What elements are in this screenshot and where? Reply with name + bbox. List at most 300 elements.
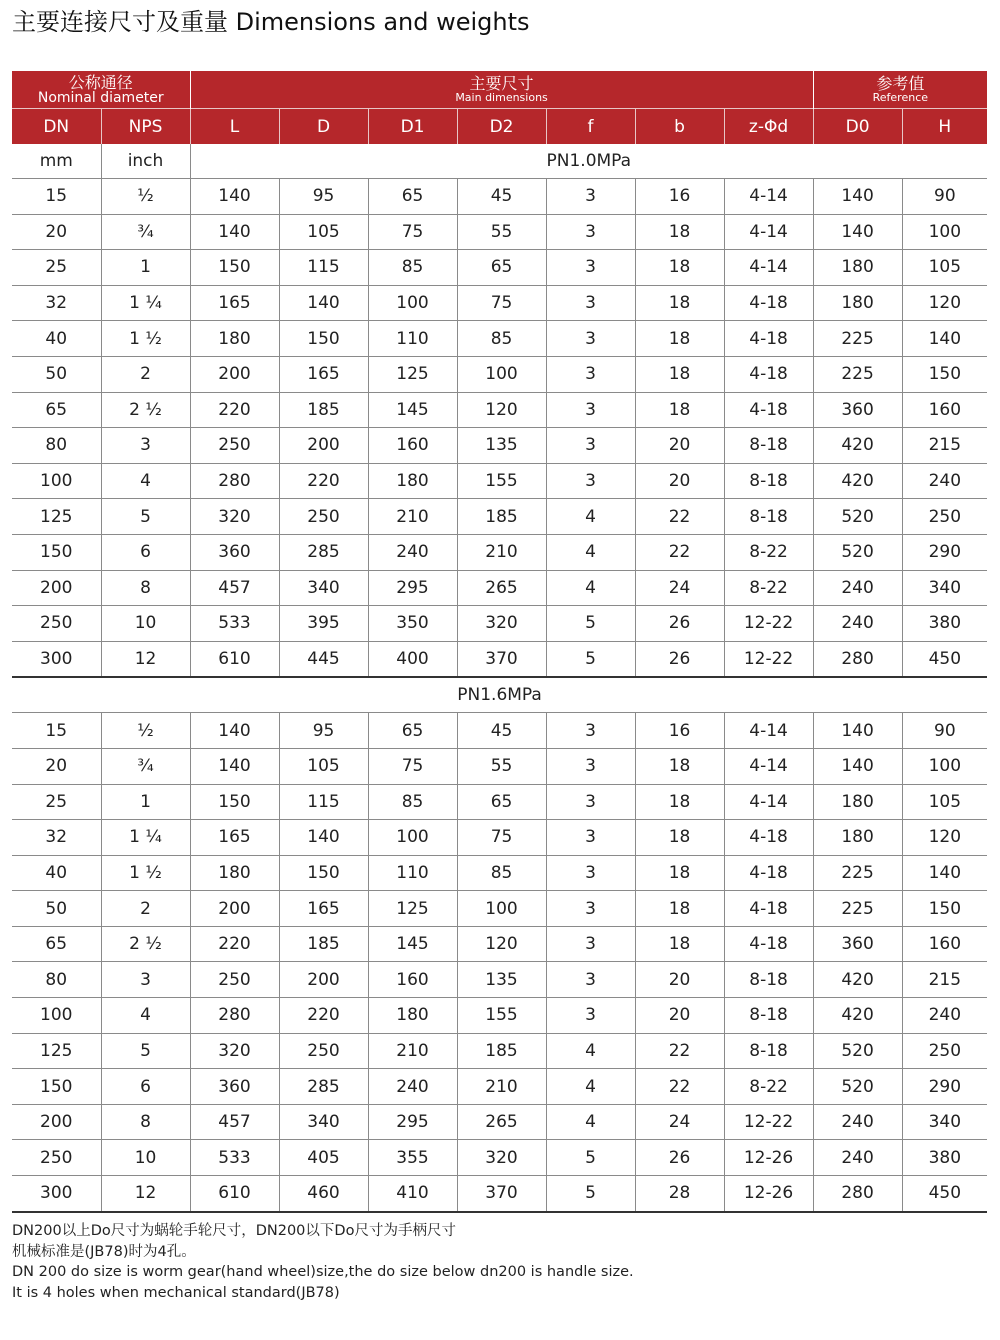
table-cell: 285 [279,534,368,570]
table-cell: 75 [457,285,546,321]
table-cell: 185 [279,926,368,962]
table-cell: 200 [12,1104,101,1140]
table-row [12,570,987,606]
table-cell: 460 [279,1176,368,1212]
table-cell: 105 [279,748,368,784]
table-cell: 120 [457,926,546,962]
table-cell: 355 [368,1140,457,1176]
table-cell: 3 [546,713,635,749]
table-row [12,820,987,856]
table-cell: 140 [902,321,987,357]
table-cell: 65 [12,926,101,962]
table-cell: 150 [12,534,101,570]
table-cell: 250 [279,499,368,535]
table-row [12,784,987,820]
table-cell: 100 [12,463,101,499]
unit-nps: inch [101,144,190,179]
table-cell: 22 [635,1069,724,1105]
table-cell: 32 [12,820,101,856]
table-cell: 18 [635,855,724,891]
table-cell: 250 [190,962,279,998]
table-cell: 1 [101,250,190,286]
table-cell: 350 [368,606,457,642]
table-row [12,1176,987,1212]
table-cell: 8-22 [724,1069,813,1105]
table-cell: 250 [902,1033,987,1069]
table-cell: 370 [457,1176,546,1212]
table-cell: 180 [813,784,902,820]
table-cell: 140 [190,179,279,215]
table-cell: ½ [101,179,190,215]
table-cell: 18 [635,321,724,357]
table-cell: 4-14 [724,214,813,250]
table-cell: 180 [190,321,279,357]
table-row [12,285,987,321]
table-cell: 3 [101,428,190,464]
table-cell: 280 [190,463,279,499]
table-cell: 140 [279,820,368,856]
table-cell: 160 [368,962,457,998]
table-row [12,250,987,286]
table-cell: 4-14 [724,784,813,820]
table-cell: 405 [279,1140,368,1176]
table-cell: 18 [635,748,724,784]
table-cell: 220 [279,463,368,499]
table-cell: 75 [368,214,457,250]
table-cell: 65 [368,179,457,215]
table-cell: 150 [12,1069,101,1105]
table-cell: 3 [546,285,635,321]
table-row [12,1104,987,1140]
table-cell: 240 [902,998,987,1034]
table-row [12,998,987,1034]
table-cell: 120 [457,392,546,428]
table-cell: 105 [902,250,987,286]
table-cell: 220 [190,392,279,428]
table-cell: 22 [635,499,724,535]
table-cell: 450 [902,641,987,677]
table-cell: 4-14 [724,179,813,215]
table-cell: 240 [813,1104,902,1140]
table-row [12,356,987,392]
table-cell: 20 [12,214,101,250]
table-cell: 295 [368,570,457,606]
table-cell: 28 [635,1176,724,1212]
table-cell: 140 [813,179,902,215]
table-cell: 210 [457,1069,546,1105]
col-header-nps: NPS [101,109,190,145]
table-cell: 20 [635,428,724,464]
main-dimensions-en: Main dimensions [455,90,548,104]
table-cell: 290 [902,1069,987,1105]
table-cell: 4 [546,1104,635,1140]
table-cell: 160 [902,926,987,962]
table-row [12,428,987,464]
table-cell: 45 [457,179,546,215]
col-header-h: H [902,109,987,145]
table-cell: 18 [635,926,724,962]
table-cell: 135 [457,428,546,464]
table-cell: 280 [190,998,279,1034]
table-cell: 1 ¼ [101,285,190,321]
table-cell: 95 [279,179,368,215]
table-cell: 240 [368,1069,457,1105]
table-cell: 4-18 [724,891,813,927]
table-row [12,891,987,927]
table-cell: 65 [368,713,457,749]
col-header-b: b [635,109,724,145]
table-cell: 4 [101,463,190,499]
table-cell: 280 [813,1176,902,1212]
col-header-l: L [190,109,279,145]
table-cell: 4 [546,534,635,570]
table-row [12,534,987,570]
table-cell: 250 [12,606,101,642]
table-cell: 65 [457,784,546,820]
table-cell: 250 [190,428,279,464]
reference-header [813,71,987,109]
col-header-d1: D1 [368,109,457,145]
table-cell: 140 [813,713,902,749]
table-cell: 395 [279,606,368,642]
table-cell: 15 [12,179,101,215]
table-cell: 4-18 [724,392,813,428]
table-row [12,713,987,749]
table-cell: 100 [902,748,987,784]
table-cell: 2 [101,891,190,927]
table-cell: 410 [368,1176,457,1212]
table-cell: 250 [279,1033,368,1069]
table-cell: 210 [368,499,457,535]
table-cell: 3 [546,855,635,891]
table-cell: 180 [813,250,902,286]
nominal-diameter-header [12,71,190,109]
table-cell: 22 [635,534,724,570]
table-cell: 8-18 [724,998,813,1034]
table-cell: 457 [190,1104,279,1140]
table-cell: 100 [368,820,457,856]
table-cell: 457 [190,570,279,606]
table-cell: 340 [279,1104,368,1140]
table-cell: 12-26 [724,1140,813,1176]
table-cell: 3 [101,962,190,998]
table-cell: 320 [190,1033,279,1069]
table-cell: 3 [546,784,635,820]
table-cell: 150 [902,891,987,927]
column-header-row [12,109,987,145]
table-cell: 140 [813,748,902,784]
table-cell: 8 [101,570,190,606]
table-cell: 160 [902,392,987,428]
table-row [12,214,987,250]
table-cell: 420 [813,962,902,998]
table-cell: 6 [101,534,190,570]
table-cell: 100 [457,356,546,392]
table-cell: 240 [813,570,902,606]
table-cell: 180 [190,855,279,891]
table-cell: 12-26 [724,1176,813,1212]
table-cell: 110 [368,855,457,891]
section-label-row [12,677,987,713]
table-cell: 360 [813,392,902,428]
table-cell: 340 [279,570,368,606]
table-cell: 180 [813,285,902,321]
table-cell: 32 [12,285,101,321]
table-cell: 100 [12,998,101,1034]
note-line-2: 机械标准是(JB78)时为4孔。 [12,1243,196,1260]
section-label-pn1-0: PN1.0MPa [190,144,987,179]
table-cell: 140 [902,855,987,891]
table-cell: 4-14 [724,713,813,749]
table-cell: 160 [368,428,457,464]
table-cell: 380 [902,1140,987,1176]
table-cell: 3 [546,179,635,215]
table-cell: 65 [12,392,101,428]
table-cell: 185 [457,1033,546,1069]
col-header-z-phi-d: z-Φd [724,109,813,145]
table-cell: 8-18 [724,463,813,499]
table-cell: 85 [368,784,457,820]
table-cell: 240 [813,1140,902,1176]
unit-dn: mm [12,144,101,179]
table-cell: 15 [12,713,101,749]
table-cell: 3 [546,998,635,1034]
table-cell: 4 [546,570,635,606]
table-cell: 150 [902,356,987,392]
table-cell: 4-18 [724,356,813,392]
table-cell: 3 [546,356,635,392]
table-cell: 420 [813,428,902,464]
table-cell: 155 [457,463,546,499]
table-cell: 210 [457,534,546,570]
table-cell: 140 [190,713,279,749]
table-cell: 65 [457,250,546,286]
table-cell: 105 [902,784,987,820]
table-cell: 265 [457,570,546,606]
table-cell: 16 [635,179,724,215]
table-cell: 100 [457,891,546,927]
table-row [12,855,987,891]
table-cell: 105 [279,214,368,250]
table-cell: 165 [279,356,368,392]
table-cell: 250 [12,1140,101,1176]
table-cell: 610 [190,1176,279,1212]
table-cell: 40 [12,855,101,891]
table-row [12,1140,987,1176]
table-cell: ½ [101,713,190,749]
table-cell: 120 [902,285,987,321]
table-cell: 210 [368,1033,457,1069]
table-row [12,179,987,215]
table-cell: 25 [12,784,101,820]
table-cell: 12-22 [724,641,813,677]
table-cell: 40 [12,321,101,357]
table-cell: 20 [635,962,724,998]
nominal-diameter-en: Nominal diameter [37,89,164,106]
table-cell: 100 [902,214,987,250]
table-cell: 420 [813,998,902,1034]
table-cell: 3 [546,214,635,250]
table-cell: 90 [902,179,987,215]
table-row [12,392,987,428]
table-cell: 400 [368,641,457,677]
table-row [12,499,987,535]
table-header [12,71,987,144]
table-cell: 3 [546,392,635,428]
table-cell: 140 [190,748,279,784]
table-cell: 18 [635,250,724,286]
table-cell: 6 [101,1069,190,1105]
table-cell: 18 [635,356,724,392]
table-cell: 18 [635,392,724,428]
table-cell: 225 [813,855,902,891]
table-cell: 533 [190,606,279,642]
table-cell: 610 [190,641,279,677]
table-cell: 85 [368,250,457,286]
table-cell: 340 [902,1104,987,1140]
table-cell: 140 [279,285,368,321]
table-cell: 22 [635,1033,724,1069]
table-cell: 12-22 [724,606,813,642]
table-cell: 145 [368,926,457,962]
table-cell: 140 [813,214,902,250]
table-row [12,1033,987,1069]
table-cell: 26 [635,641,724,677]
table-cell: 1 [101,784,190,820]
table-cell: 125 [368,891,457,927]
table-cell: 240 [902,463,987,499]
table-cell: 290 [902,534,987,570]
table-cell: ¾ [101,748,190,784]
table-cell: 215 [902,962,987,998]
table-cell: 5 [546,1176,635,1212]
table-cell: ¾ [101,214,190,250]
table-cell: 150 [279,321,368,357]
page-title: 主要连接尺寸及重量 Dimensions and weights [12,8,530,36]
table-cell: 185 [279,392,368,428]
table-cell: 16 [635,713,724,749]
table-cell: 8-18 [724,499,813,535]
table-cell: 8-22 [724,570,813,606]
table-cell: 18 [635,784,724,820]
table-cell: 140 [190,214,279,250]
table-cell: 50 [12,356,101,392]
table-cell: 3 [546,748,635,784]
table-cell: 125 [12,1033,101,1069]
table-cell: 200 [12,570,101,606]
reference-en: Reference [872,90,929,104]
table-cell: 8-18 [724,428,813,464]
table-cell: 18 [635,891,724,927]
table-cell: 4-18 [724,820,813,856]
table-cell: 150 [190,250,279,286]
table-cell: 80 [12,428,101,464]
table-cell: 520 [813,1033,902,1069]
table-cell: 2 ½ [101,392,190,428]
table-cell: 55 [457,214,546,250]
table-cell: 20 [12,748,101,784]
table-cell: 370 [457,641,546,677]
reference-cn: 参考值 [876,73,925,93]
table-cell: 320 [457,1140,546,1176]
table-cell: 8-18 [724,1033,813,1069]
table-cell: 4-18 [724,285,813,321]
table-cell: 200 [190,891,279,927]
table-cell: 420 [813,463,902,499]
table-cell: 450 [902,1176,987,1212]
table-cell: 2 ½ [101,926,190,962]
table-cell: 8 [101,1104,190,1140]
table-cell: 4 [546,1069,635,1105]
table-cell: 1 ½ [101,321,190,357]
table-cell: 110 [368,321,457,357]
table-cell: 5 [101,499,190,535]
table-cell: 5 [546,641,635,677]
table-cell: 3 [546,463,635,499]
table-cell: 300 [12,1176,101,1212]
table-cell: 360 [190,534,279,570]
table-cell: 240 [368,534,457,570]
table-cell: 380 [902,606,987,642]
table-cell: 250 [902,499,987,535]
table-cell: 4 [546,1033,635,1069]
table-cell: 3 [546,891,635,927]
table-cell: 85 [457,855,546,891]
table-row [12,748,987,784]
table-cell: 24 [635,570,724,606]
col-header-d0: D0 [813,109,902,145]
table-cell: 180 [368,998,457,1034]
note-line-1: DN200以上Do尺寸为蜗轮手轮尺寸，DN200以下Do尺寸为手柄尺寸 [12,1223,456,1239]
table-body [12,144,987,1212]
header-group-row [12,71,987,109]
table-cell: 215 [902,428,987,464]
table-cell: 100 [368,285,457,321]
table-cell: 26 [635,606,724,642]
table-cell: 165 [190,820,279,856]
table-cell: 4 [101,998,190,1034]
table-cell: 240 [813,606,902,642]
table-cell: 125 [12,499,101,535]
table-cell: 320 [190,499,279,535]
nominal-diameter-cn: 公称通径 [68,72,133,92]
table-cell: 10 [101,606,190,642]
table-cell: 8-18 [724,962,813,998]
table-row [12,321,987,357]
table-cell: 520 [813,1069,902,1105]
table-row [12,606,987,642]
table-cell: 4 [546,499,635,535]
table-cell: 200 [190,356,279,392]
table-cell: 300 [12,641,101,677]
table-cell: 12-22 [724,1104,813,1140]
table-cell: 4-14 [724,250,813,286]
table-cell: 25 [12,250,101,286]
col-header-dn: DN [12,109,101,145]
table-cell: 3 [546,428,635,464]
table-cell: 225 [813,891,902,927]
note-line-4: It is 4 holes when mechanical standard(JB78) [12,1284,340,1301]
table-cell: 1 ½ [101,855,190,891]
table-cell: 115 [279,784,368,820]
table-row [12,926,987,962]
table-cell: 165 [279,891,368,927]
table-cell: 4-18 [724,321,813,357]
table-cell: 3 [546,962,635,998]
table-cell: 26 [635,1140,724,1176]
table-cell: 20 [635,998,724,1034]
table-cell: 340 [902,570,987,606]
